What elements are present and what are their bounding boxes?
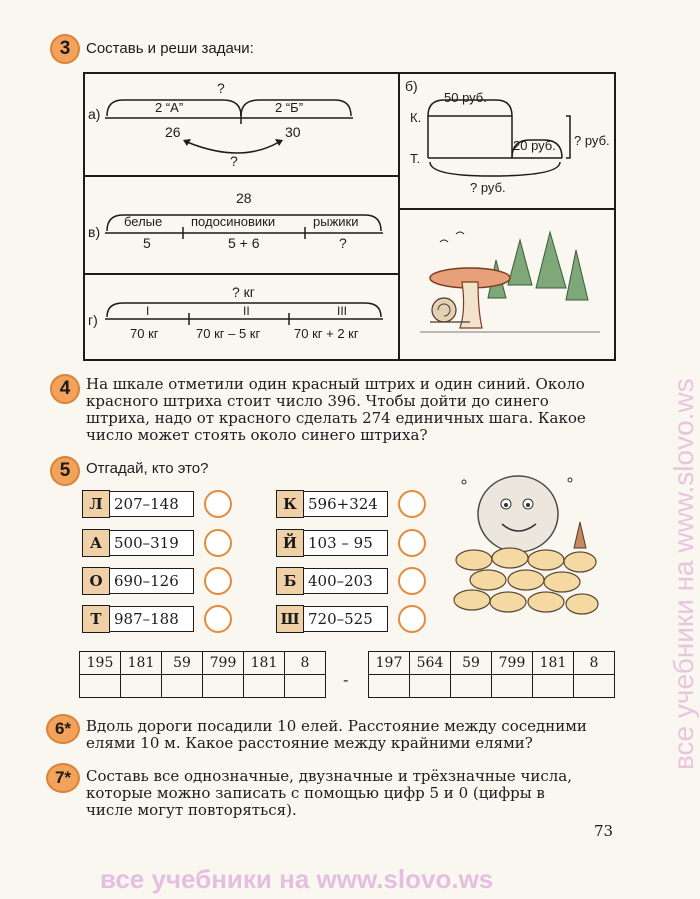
puzzle-right-row bbox=[276, 529, 426, 557]
answer-cell[interactable] bbox=[533, 675, 574, 698]
puzzle-left-row bbox=[82, 529, 232, 557]
diagram-b-top: 50 руб. bbox=[444, 90, 487, 105]
diagram-g-total: ? кг bbox=[232, 284, 255, 300]
puzzle-expression: 207–148 bbox=[110, 491, 194, 517]
puzzle-right-row bbox=[276, 490, 426, 518]
answer-table-2: 197 564 59 799 181 8 bbox=[368, 651, 615, 698]
diagram-v-v3: ? bbox=[339, 235, 347, 251]
answer-cell[interactable] bbox=[285, 675, 326, 698]
task5-title: Отгадай, кто это? bbox=[86, 460, 209, 477]
diagram-v-total: 28 bbox=[236, 190, 252, 206]
mushroom-snail-illustration bbox=[400, 210, 614, 359]
diagram-b-label: б) bbox=[405, 78, 418, 94]
task7-number-badge: 7* bbox=[46, 763, 80, 793]
answer-cell[interactable] bbox=[80, 675, 121, 698]
task5-number-badge: 5 bbox=[50, 456, 80, 486]
puzzle-letter: Т bbox=[82, 605, 110, 633]
task4-text: На шкале отметили один красный штрих и один синий. Около красного штриха стоит число 396. Чтобы дойти до синего штриха, надо от красного сделать 274 единичных шага. Какое число может стоять около синего штриха? bbox=[86, 375, 586, 444]
puzzle-letter: Л bbox=[82, 490, 110, 518]
puzzle-letter: А bbox=[82, 529, 110, 557]
puzzle-expression: 987–188 bbox=[110, 606, 194, 632]
task7-text: Составь все однозначные, двузначные и трёхзначные числа, которые можно записать с помощью цифр 5 и 0 (цифры в числе могут повторяться). bbox=[86, 767, 573, 819]
answer-circle[interactable] bbox=[204, 490, 232, 518]
puzzle-letter: Б bbox=[276, 567, 304, 595]
diagram-a-seg1: 2 “А” bbox=[155, 100, 184, 115]
diagram-b-right: ? руб. bbox=[574, 133, 610, 148]
answer-cell[interactable] bbox=[492, 675, 533, 698]
diagram-g-v3: 70 кг + 2 кг bbox=[294, 326, 359, 341]
puzzle-right-row bbox=[276, 567, 426, 595]
diagram-g-label: г) bbox=[88, 312, 98, 328]
diagram-v-s1: белые bbox=[124, 214, 163, 229]
answer-cell[interactable] bbox=[369, 675, 410, 698]
puzzle-letter: Й bbox=[276, 529, 304, 557]
answer-cell[interactable] bbox=[574, 675, 615, 698]
puzzle-left-row bbox=[82, 567, 232, 595]
diagram-v-s2: подосиновики bbox=[191, 214, 276, 229]
creature-on-wall-illustration bbox=[452, 462, 602, 632]
task4-number-badge: 4 bbox=[50, 374, 80, 404]
answer-table-1: 195 181 59 799 181 8 bbox=[79, 651, 326, 698]
task6-number-badge: 6* bbox=[46, 714, 80, 744]
answer-circle[interactable] bbox=[204, 605, 232, 633]
answer-cell[interactable] bbox=[244, 675, 285, 698]
puzzle-letter: Ш bbox=[276, 605, 304, 633]
answer-circle[interactable] bbox=[398, 567, 426, 595]
answer-cell[interactable] bbox=[410, 675, 451, 698]
diagram-a bbox=[83, 72, 400, 175]
answer-cell[interactable] bbox=[162, 675, 203, 698]
answer-circle[interactable] bbox=[398, 490, 426, 518]
diagram-g-s3: III bbox=[337, 304, 348, 318]
puzzle-expression: 720–525 bbox=[304, 606, 388, 632]
diagram-b-bottom: ? руб. bbox=[470, 180, 506, 195]
diagram-g-v1: 70 кг bbox=[130, 326, 159, 341]
puzzle-left-row bbox=[82, 605, 232, 633]
diagram-a-seg2: 2 “Б” bbox=[275, 100, 304, 115]
diagram-v-s3: рыжики bbox=[313, 214, 359, 229]
diagram-b-row2: Т. bbox=[410, 151, 421, 166]
puzzle-left-row bbox=[82, 490, 232, 518]
diagram-a-v2: 30 bbox=[285, 124, 301, 140]
task6-text: Вдоль дороги посадили 10 елей. Расстояние между соседними елями 10 м. Какое расстояние между крайними елями? bbox=[86, 717, 587, 752]
bottom-watermark: все учебники на www.slovo.ws bbox=[100, 864, 494, 894]
answer-circle[interactable] bbox=[204, 567, 232, 595]
diagram-v-label: в) bbox=[88, 224, 101, 240]
answer-circle[interactable] bbox=[204, 529, 232, 557]
vertical-watermark: все учебники на www.slovo.ws bbox=[668, 378, 699, 770]
page-number: 73 bbox=[594, 822, 614, 840]
diagram-b-row1: К. bbox=[410, 110, 422, 125]
answer-cell[interactable] bbox=[451, 675, 492, 698]
task3-number-badge: 3 bbox=[50, 34, 80, 64]
puzzle-expression: 596+324 bbox=[304, 491, 388, 517]
puzzle-expression: 103 – 95 bbox=[304, 530, 388, 556]
task3-title: Составь и реши задачи: bbox=[86, 40, 254, 57]
diagram-a-label: а) bbox=[88, 106, 101, 122]
answer-cell[interactable] bbox=[203, 675, 244, 698]
diagram-b-small: 20 руб. bbox=[513, 138, 556, 153]
diagram-a-bottom: ? bbox=[230, 153, 238, 169]
puzzle-expression: 400–203 bbox=[304, 568, 388, 594]
puzzle-letter: К bbox=[276, 490, 304, 518]
tables-separator: - bbox=[343, 670, 349, 689]
answer-cell[interactable] bbox=[121, 675, 162, 698]
puzzle-expression: 690–126 bbox=[110, 568, 194, 594]
diagram-v-v1: 5 bbox=[143, 235, 151, 251]
diagram-g-s2: II bbox=[243, 304, 250, 318]
diagram-g-s1: I bbox=[146, 304, 150, 318]
diagram-a-v1: 26 bbox=[165, 124, 181, 140]
puzzle-expression: 500–319 bbox=[110, 530, 194, 556]
puzzle-right-row bbox=[276, 605, 426, 633]
diagram-v-v2: 5 + 6 bbox=[228, 235, 260, 251]
diagram-g-v2: 70 кг – 5 кг bbox=[196, 326, 261, 341]
answer-circle[interactable] bbox=[398, 529, 426, 557]
puzzle-letter: О bbox=[82, 567, 110, 595]
diagram-a-top: ? bbox=[217, 80, 225, 96]
answer-circle[interactable] bbox=[398, 605, 426, 633]
